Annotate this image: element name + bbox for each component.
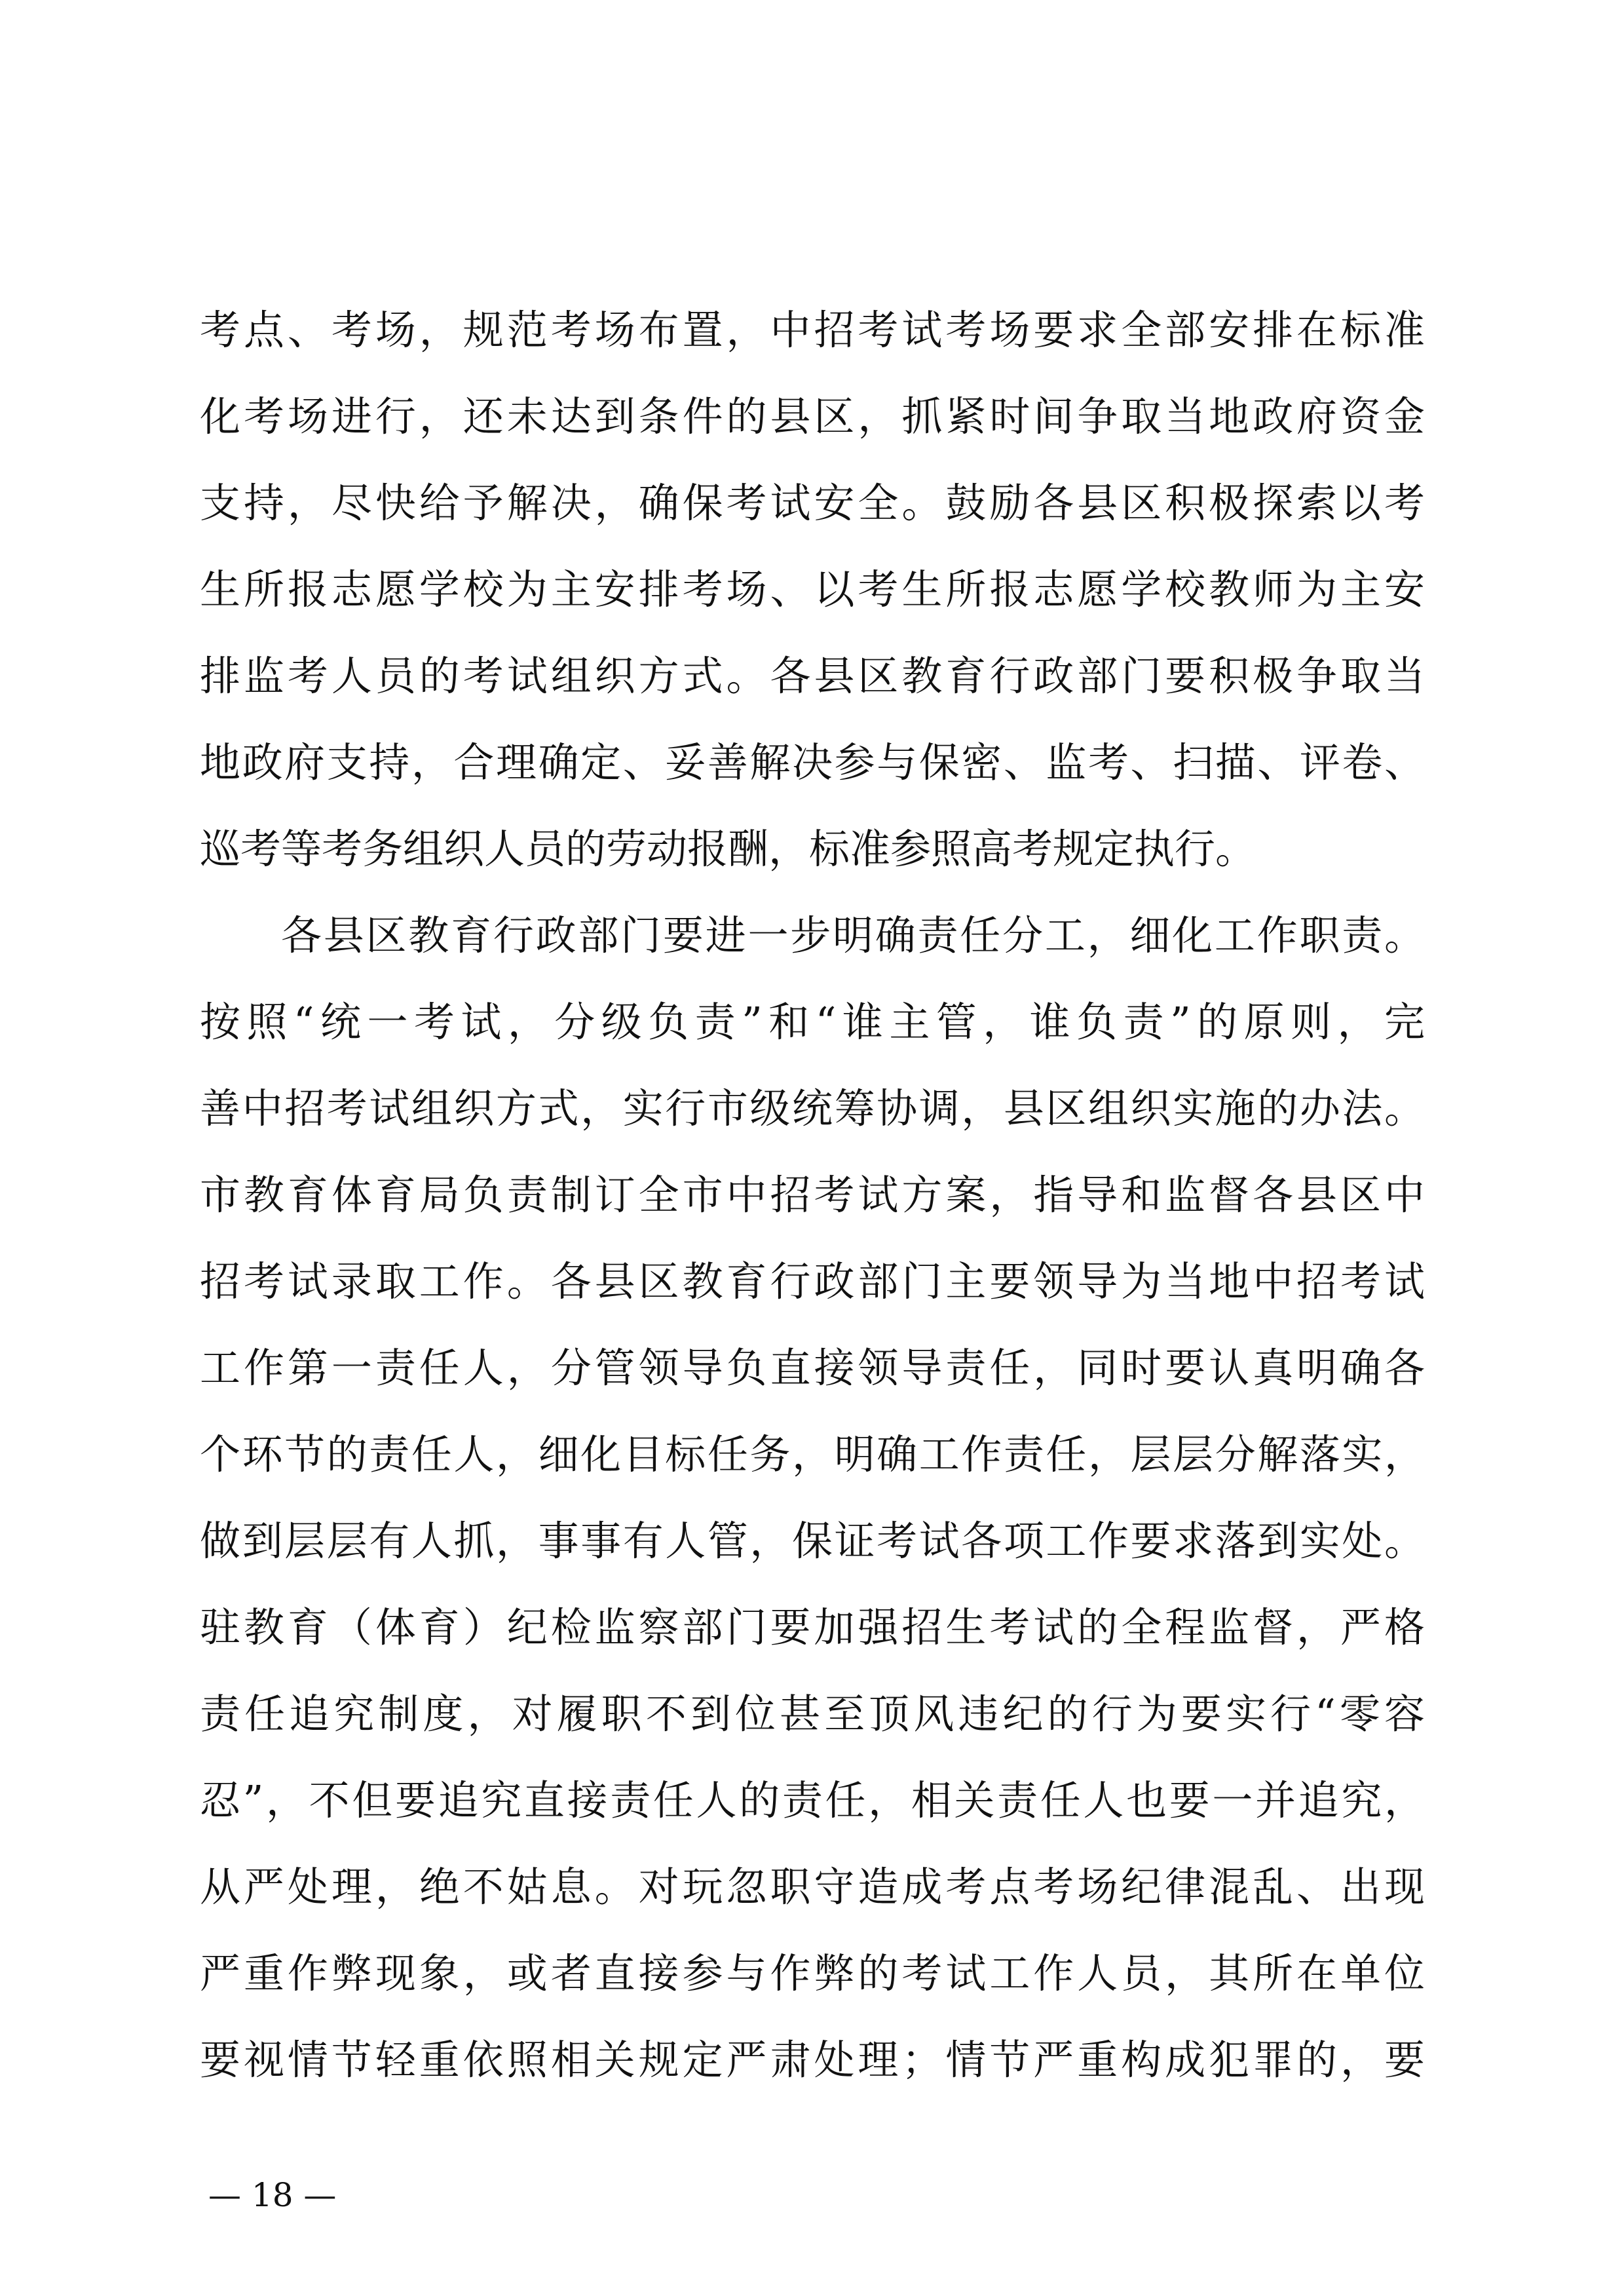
paragraph-2-line-13: 严重作弊现象，或者直接参与作弊的考试工作人员，其所在单位 <box>200 1949 1425 1997</box>
paragraph-2-line-9: 驻教育（体育）纪检监察部门要加强招生考试的全程监督，严格 <box>200 1603 1425 1651</box>
paragraph-2-line-12: 从严处理，绝不姑息。对玩忽职守造成考点考场纪律混乱、出现 <box>200 1863 1425 1911</box>
paragraph-2-line-2: 按照“统一考试，分级负责”和“谁主管，谁负责”的原则，完 <box>200 998 1425 1046</box>
paragraph-1-line-5: 排监考人员的考试组织方式。各县区教育行政部门要积极争取当 <box>200 652 1425 700</box>
paragraph-2-line-1: 各县区教育行政部门要进一步明确责任分工，细化工作职责。 <box>281 911 1425 959</box>
paragraph-2-line-5: 招考试录取工作。各县区教育行政部门主要领导为当地中招考试 <box>200 1257 1425 1305</box>
paragraph-2-line-11: 忍”，不但要追究直接责任人的责任，相关责任人也要一并追究， <box>200 1776 1425 1824</box>
paragraph-1-line-1: 考点、考场，规范考场布置，中招考试考场要求全部安排在标准 <box>200 306 1425 354</box>
paragraph-1-line-6: 地政府支持，合理确定、妥善解决参与保密、监考、扫描、评卷、 <box>200 738 1425 786</box>
paragraph-2-line-4: 市教育体育局负责制订全市中招考试方案，指导和监督各县区中 <box>200 1171 1425 1219</box>
paragraph-1-line-7: 巡考等考务组织人员的劳动报酬，标准参照高考规定执行。 <box>200 825 1256 873</box>
body-text <box>200 287 1425 2103</box>
paragraph-2-line-10: 责任追究制度，对履职不到位甚至顶风违纪的行为要实行“零容 <box>200 1690 1425 1738</box>
paragraph-2-line-14: 要视情节轻重依照相关规定严肃处理；情节严重构成犯罪的，要 <box>200 2036 1425 2084</box>
paragraph-2-line-8: 做到层层有人抓，事事有人管，保证考试各项工作要求落到实处。 <box>200 1517 1425 1565</box>
paragraph-1-line-3: 支持，尽快给予解决，确保考试安全。鼓励各县区积极探索以考 <box>200 479 1425 527</box>
paragraph-2-line-7: 个环节的责任人，细化目标任务，明确工作责任，层层分解落实， <box>200 1430 1425 1478</box>
paragraph-1-line-4: 生所报志愿学校为主安排考场、以考生所报志愿学校教师为主安 <box>200 565 1425 613</box>
paragraph-2-line-3: 善中招考试组织方式，实行市级统筹协调，县区组织实施的办法。 <box>200 1084 1425 1132</box>
paragraph-2-line-6: 工作第一责任人，分管领导负直接领导责任，同时要认真明确各 <box>200 1344 1425 1392</box>
page-number: — 18 — <box>208 2176 337 2214</box>
paragraph-1-line-2: 化考场进行，还未达到条件的县区，抓紧时间争取当地政府资金 <box>200 392 1425 440</box>
